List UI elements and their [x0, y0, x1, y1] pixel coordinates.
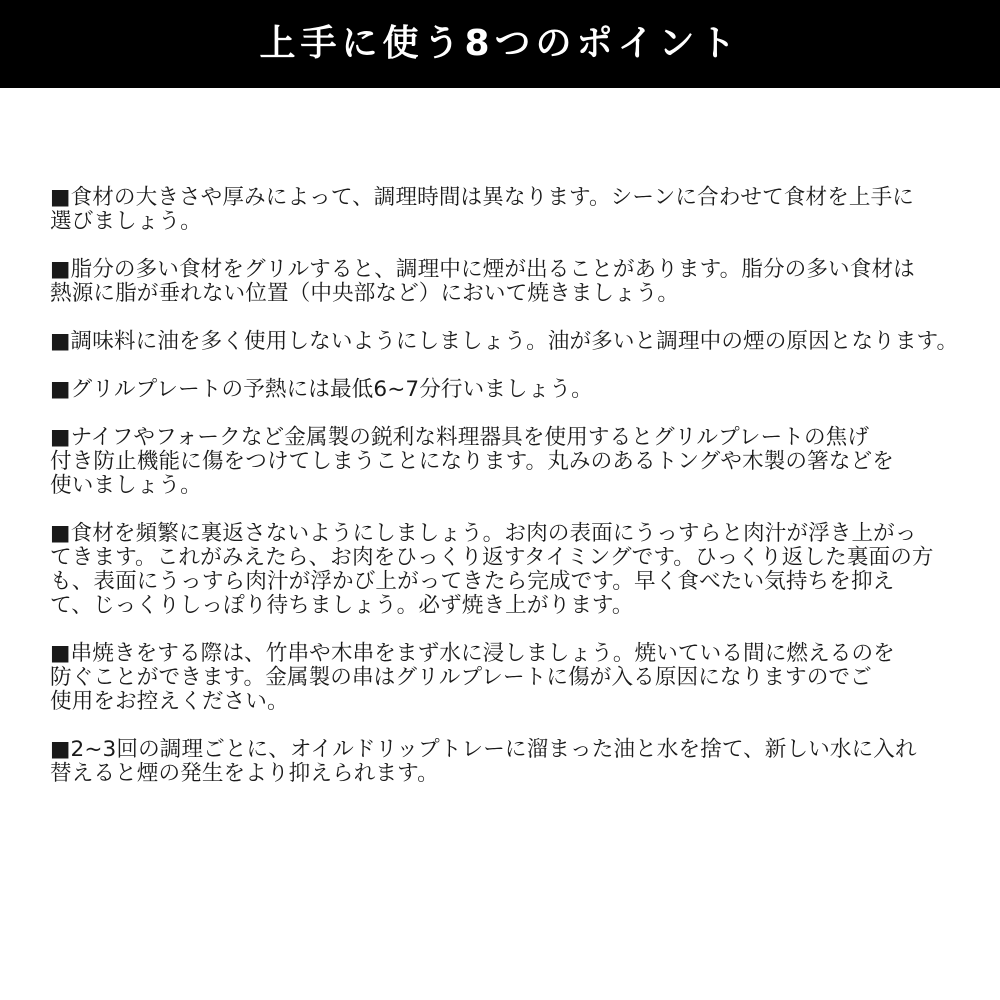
point-line: て、じっくりしっぽり待ちましょう。必ず焼き上がります。 — [50, 593, 634, 618]
point-line: ■ナイフやフォークなど金属製の鋭利な料理器具を使用するとグリルプレートの焦げ — [50, 425, 870, 450]
point-line: 付き防止機能に傷をつけてしまうことになります。丸みのあるトングや木製の箸などを — [50, 449, 894, 474]
point-item — [50, 510, 950, 630]
point-line: ■串焼きをする際は、竹串や木串をまず水に浸しましょう。焼いている間に燃えるのを — [50, 641, 895, 666]
points-list — [0, 88, 1000, 798]
header-bar — [0, 0, 1000, 88]
point-item — [50, 174, 950, 246]
point-line: 防ぐことができます。金属製の串はグリルプレートに傷が入る原因になりますのでご — [50, 665, 872, 690]
point-line: ■脂分の多い食材をグリルすると、調理中に煙が出ることがあります。脂分の多い食材は — [50, 257, 915, 282]
point-item — [50, 318, 959, 366]
point-item — [50, 246, 950, 318]
point-item — [50, 366, 950, 414]
point-line: 熱源に脂が垂れない位置（中央部など）において焼きましょう。 — [50, 281, 680, 306]
point-line: ■調味料に油を多く使用しないようにしましょう。油が多いと調理中の煙の原因となります。 — [50, 329, 959, 354]
point-line: ■食材の大きさや厚みによって、調理時間は異なります。シーンに合わせて食材を上手に — [50, 185, 914, 210]
point-line: 使用をお控えください。 — [50, 689, 289, 714]
point-item — [50, 414, 950, 510]
page-title: 上手に使う8つのポイント — [259, 23, 741, 64]
point-line: ■食材を頻繁に裏返さないようにしましょう。お肉の表面にうっすらと肉汁が浮き上がっ — [50, 521, 917, 546]
point-line: 使いましょう。 — [50, 473, 202, 498]
point-item — [50, 726, 950, 798]
point-line: ■グリルプレートの予熱には最低6~7分行いましょう。 — [50, 377, 593, 402]
point-line: 替えると煙の発生をより抑えられます。 — [50, 761, 439, 786]
point-line: も、表面にうっすら肉汁が浮かび上がってきたら完成です。早く食べたい気持ちを抑え — [50, 569, 895, 594]
point-line: 選びましょう。 — [50, 209, 202, 234]
point-item — [50, 630, 950, 726]
point-line: てきます。これがみえたら、お肉をひっくり返すタイミングです。ひっくり返した裏面の方 — [50, 545, 934, 570]
point-line: ■2~3回の調理ごとに、オイルドリップトレーに溜まった油と水を捨て、新しい水に入れ — [50, 737, 917, 762]
